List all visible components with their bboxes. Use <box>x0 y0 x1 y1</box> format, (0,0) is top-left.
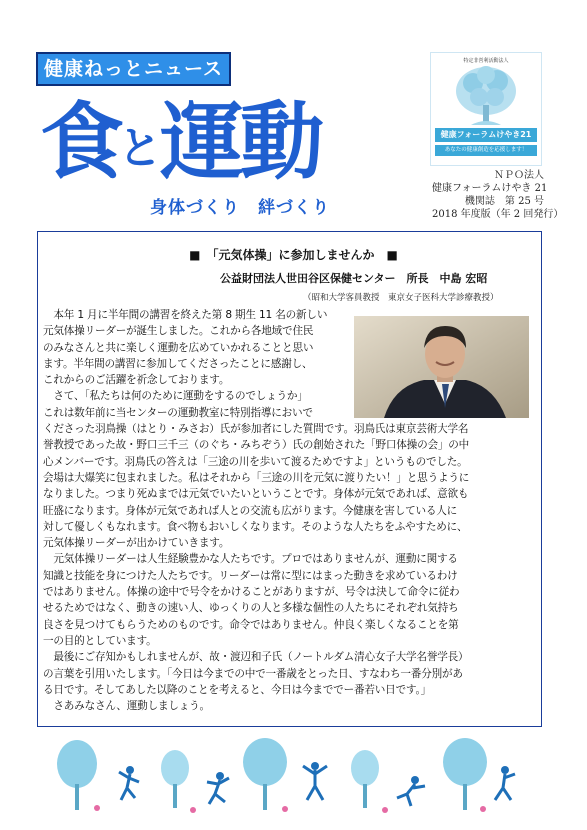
body-line: これは数年前に当センターの運動教室に特別指導においで <box>43 406 313 419</box>
body-line: なりました。つまり死ぬまでは元気でいたいということです。身体が元気であれば、意欲も <box>43 488 469 501</box>
logo-banner: 健康フォーラムけやき21 <box>435 128 537 142</box>
body-line: のみなさんと共に楽しく運動を広めていかれることと思い <box>43 341 314 354</box>
body-line: 知識と技能を身につけた人たちです。リーダーは常に型にはまった動きを求めているわけ <box>43 569 458 582</box>
body-line: さて、「私たちは何のために運動をするのでしょうか」 <box>43 390 308 403</box>
body-line: 最後にご存知かもしれませんが、故・渡辺和子氏（ノートルダム清心女子大学名誉学長） <box>43 651 469 664</box>
issue-info <box>432 169 564 221</box>
body-line: 誉教授であった故・野口三千三（のぐち・みちぞう）氏の創始された「野口体操の会」の中 <box>43 439 470 452</box>
title-exercise: 運動 <box>160 93 321 191</box>
title-connector: と <box>118 123 163 174</box>
body-line: 良さを見つけてもらうためのものです。命令ではありません。仲良く楽しくなることを第 <box>43 618 459 631</box>
newsletter-badge: 健康ねっとニュース <box>36 52 231 86</box>
body-line: 心メンバーです。羽鳥氏の答えは「三途の川を歩いて渡るためですよ」というものでした。 <box>43 455 468 468</box>
logo-tagline: あなたの健康創造を応援します！ <box>435 145 537 156</box>
body-line: ます。半年間の講習に参加してくださったことに感謝し、 <box>43 357 313 370</box>
flower-icon <box>94 805 486 813</box>
issue-org: ＮＰＯ法人 <box>494 170 544 181</box>
body-line: さあみなさん、運動しましょう。 <box>43 700 210 713</box>
body-line: くださった羽鳥操（はとり・みさお）氏が参加者にした質問です。羽鳥氏は東京芸術大学名 <box>43 423 469 436</box>
body-line: ではありません。体操の途中で号令をかけることがありますが、号令は決して命令に従わ <box>43 586 460 599</box>
issue-number: 機関誌 第 25 号 <box>464 196 544 207</box>
body-line: 元気体操リーダーは人生経験豊かな人たちです。プロではありませんが、運動に関する <box>43 553 458 566</box>
title-food: 食 <box>40 93 121 191</box>
issue-edition: 2018 年度版（年 2 回発行） <box>432 209 564 220</box>
article-author-note: （昭和大学客員教授 東京女子医科大学診療教授） <box>303 293 499 303</box>
org-logo <box>430 52 542 166</box>
article-body <box>43 307 539 714</box>
body-line: 会場は大爆笑に包まれました。私はそれから「三途の川を元気に渡りたい！」と思うように <box>43 471 470 484</box>
body-line: る日です。そしてあした以降のことを考えると、今日は今まででー番若い日です。」 <box>43 683 431 696</box>
body-line: 本年 1 月に半年間の講習を終えた第 8 期生 11 名の新しい <box>43 309 328 321</box>
footer-illustration <box>35 736 540 820</box>
issue-org-name: 健康フォーラムけやき 21 <box>432 183 548 194</box>
body-line: の言葉を引用いたします。「今日は今までの中で一番歳をとった日、すなわち一番分別があ <box>43 667 463 680</box>
article-author: 公益財団法人世田谷区保健センター 所長 中島 宏昭 <box>220 272 488 285</box>
body-line: 元気体操リーダーが出かけていきます。 <box>43 537 230 550</box>
body-line: 一の目的としています。 <box>43 634 157 647</box>
article-heading: ■ 「元気体操」に参加しませんか ■ <box>189 248 398 262</box>
tree-icon <box>431 61 541 127</box>
page-subtitle: 身体づくり 絆づくり <box>150 198 330 218</box>
page-title <box>40 92 420 192</box>
body-line: これからのご活躍を祈念しております。 <box>43 374 230 387</box>
body-line: 対して優しくもなれます。食べ物もおいしくなります。そのような人たちをふやすために、 <box>43 520 468 533</box>
logo-org-type: 特定非営利活動法人 <box>463 58 509 64</box>
body-line: せるためではなく、動きの速い人、ゆっくりの人と多様な個性の人たちにそれぞれ気持ち <box>43 602 459 615</box>
body-line: 元気体操リーダーが誕生しました。これから各地域で住民 <box>43 325 314 338</box>
body-line: 旺盛になります。身体が元気であれば人との交流も広がります。今健康を害している人に <box>43 504 458 517</box>
